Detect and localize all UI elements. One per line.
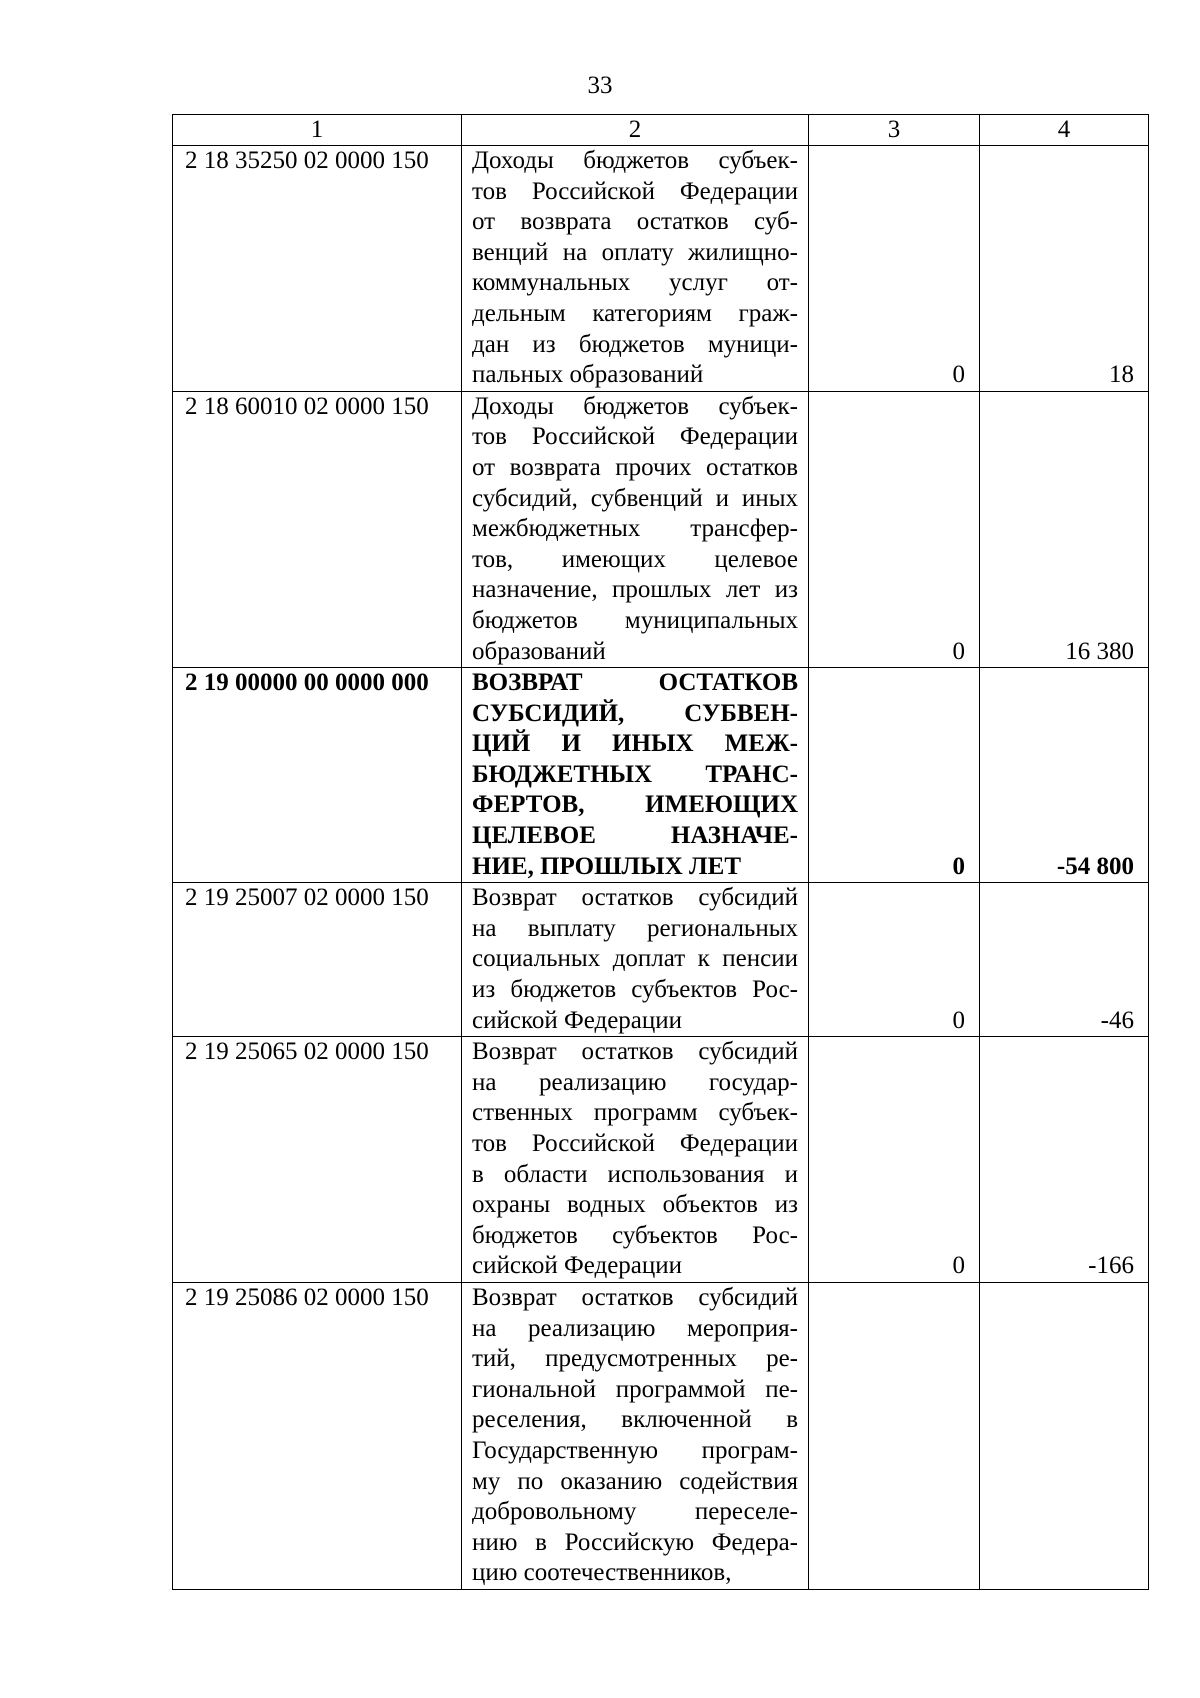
row-code: 2 19 25086 02 0000 150	[173, 1282, 462, 1589]
row-name-line: ВОЗВРАТ ОСТАТКОВ	[472, 669, 798, 697]
row-code: 2 19 25065 02 0000 150	[173, 1037, 462, 1283]
row-name	[462, 391, 809, 667]
row-name-line: образований	[472, 637, 606, 665]
row-value-col4: -166	[980, 1037, 1149, 1283]
row-name-line: субсидий, субвенций и иных	[472, 484, 798, 512]
row-value-col3: 0	[809, 391, 980, 667]
table-header-row	[173, 115, 1149, 146]
row-name-line: му по оказанию содействия	[472, 1467, 798, 1495]
row-code: 2 19 00000 00 0000 000	[173, 668, 462, 883]
row-name-line: тов Российской Федерации	[472, 177, 798, 205]
row-name-line: Возврат остатков субсидий	[472, 884, 798, 912]
row-name	[462, 1037, 809, 1283]
row-name-line: ЦИЙ И ИНЫХ МЕЖ-	[472, 730, 798, 758]
row-name-line: БЮДЖЕТНЫХ ТРАНС-	[472, 760, 798, 788]
row-name-line: сийской Федерации	[472, 1006, 683, 1034]
row-name-line: пальных образований	[472, 361, 704, 389]
row-code: 2 18 60010 02 0000 150	[173, 391, 462, 667]
row-name-line: ЦЕЛЕВОЕ НАЗНАЧЕ-	[472, 822, 798, 850]
row-value-col4: 18	[980, 146, 1149, 392]
row-name-line: Возврат остатков субсидий	[472, 1283, 798, 1311]
row-name-line: от возврата прочих остатков	[472, 453, 798, 481]
row-value-col4: -54 800	[980, 668, 1149, 883]
row-code: 2 19 25007 02 0000 150	[173, 883, 462, 1037]
row-name-line: социальных доплат к пенсии	[472, 945, 798, 973]
row-name-line: на реализацию мероприя-	[472, 1314, 798, 1342]
row-name-line: СУБСИДИЙ, СУБВЕН-	[472, 699, 798, 727]
row-value-col3: 0	[809, 668, 980, 883]
row-name-line: бюджетов муниципальных	[472, 606, 798, 634]
row-name-line: коммунальных услуг от-	[472, 269, 798, 297]
row-name-line: охраны водных объектов из	[472, 1191, 798, 1219]
table-row	[173, 883, 1149, 1037]
column-header-3: 3	[809, 115, 980, 146]
row-name	[462, 146, 809, 392]
row-name-line: в области использования и	[472, 1160, 798, 1188]
row-name-line: межбюджетных трансфер-	[472, 515, 798, 543]
row-value-col4: -46	[980, 883, 1149, 1037]
row-name-line: Государственную програм-	[472, 1436, 798, 1464]
row-name-line: на реализацию государ-	[472, 1068, 798, 1096]
table-row	[173, 146, 1149, 392]
row-code: 2 18 35250 02 0000 150	[173, 146, 462, 392]
page-number: 33	[587, 72, 613, 99]
row-name-line: дельным категориям граж-	[472, 299, 798, 327]
row-name-line: цию соотечественников,	[472, 1559, 732, 1587]
table-row	[173, 668, 1149, 883]
row-name-line: бюджетов субъектов Рос-	[472, 1221, 798, 1249]
row-name-line: ственных программ субъек-	[472, 1099, 798, 1127]
row-value-col3: 0	[809, 1037, 980, 1283]
row-name	[462, 668, 809, 883]
row-name-line: дан из бюджетов муници-	[472, 330, 798, 358]
row-value-col4: 16 380	[980, 391, 1149, 667]
row-value-col3: 0	[809, 883, 980, 1037]
row-value-col3: 0	[809, 146, 980, 392]
row-name-line: тов Российской Федерации	[472, 423, 798, 451]
row-name-line: от возврата остатков суб-	[472, 208, 798, 236]
row-name-line: нию в Российскую Федера-	[472, 1528, 798, 1556]
row-name-line: Доходы бюджетов субъек-	[472, 147, 798, 174]
row-name-line: тий, предусмотренных ре-	[472, 1345, 798, 1373]
row-name-line: Возврат остатков субсидий	[472, 1038, 798, 1066]
row-name-line: из бюджетов субъектов Рос-	[472, 976, 798, 1004]
row-name-line: НИЕ, ПРОШЛЫХ ЛЕТ	[472, 852, 741, 880]
row-name-line: назначение, прошлых лет из	[472, 576, 798, 604]
table-row	[173, 1037, 1149, 1283]
row-name-line: реселения, включенной в	[472, 1406, 798, 1434]
row-name-line: добровольному переселе-	[472, 1498, 798, 1526]
row-name-line: тов Российской Федерации	[472, 1130, 798, 1157]
row-name-line: ФЕРТОВ, ИМЕЮЩИХ	[472, 791, 798, 819]
row-name	[462, 883, 809, 1037]
column-header-2: 2	[462, 115, 809, 146]
row-value-col3	[809, 1282, 980, 1589]
table-row	[173, 1282, 1149, 1589]
budget-table	[172, 114, 1149, 1590]
table-row	[173, 391, 1149, 667]
row-name-line: сийской Федерации	[472, 1252, 683, 1280]
column-header-4: 4	[980, 115, 1149, 146]
row-name-line: Доходы бюджетов субъек-	[472, 392, 798, 420]
row-name-line: гиональной программой пе-	[472, 1375, 798, 1403]
row-value-col4	[980, 1282, 1149, 1589]
row-name-line: венций на оплату жилищно-	[472, 238, 798, 266]
row-name-line: тов, имеющих целевое	[472, 545, 798, 573]
column-header-1: 1	[173, 115, 462, 146]
row-name-line: на выплату региональных	[472, 914, 798, 942]
row-name	[462, 1282, 809, 1589]
